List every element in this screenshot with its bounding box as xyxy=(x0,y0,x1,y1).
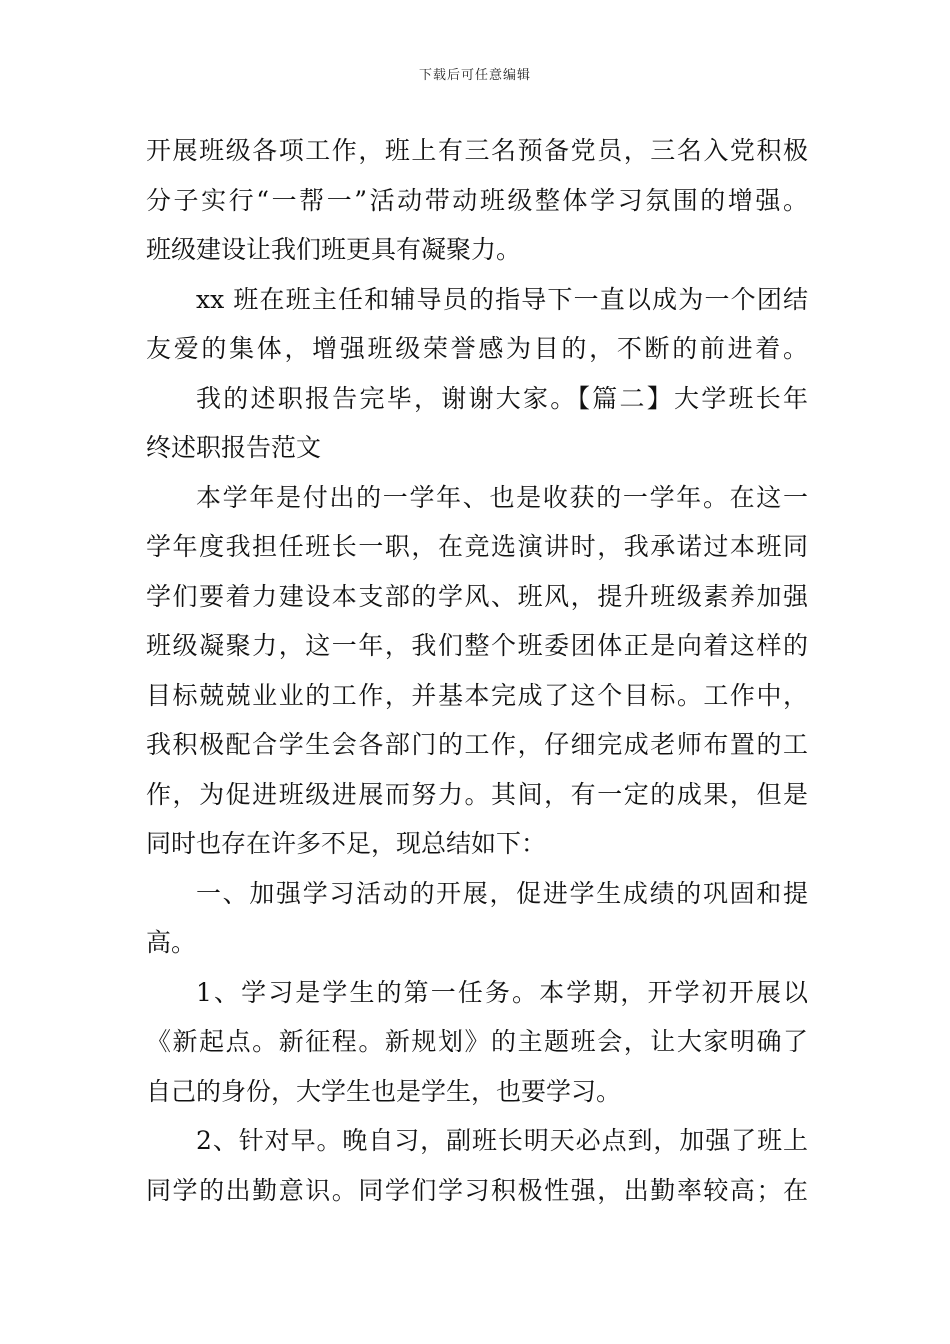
text-line: 目标兢兢业业的工作，并基本完成了这个目标。工作中， xyxy=(146,680,808,710)
text-line: 学们要着力建设本支部的学风、班风，提升班级素养加强 xyxy=(146,581,808,611)
text-line: 我积极配合学生会各部门的工作，仔细完成老师布置的工 xyxy=(146,730,808,759)
text-line: 分子实行“一帮一”活动带动班级整体学习氛围的增强。 xyxy=(146,185,808,215)
text-line: 本学年是付出的一学年、也是收获的一学年。在这一 xyxy=(196,482,808,512)
text-line: 同时也存在许多不足，现总结如下： xyxy=(146,829,547,858)
text-line: xx 班在班主任和辅导员的指导下一直以成为一个团结 xyxy=(196,284,808,314)
text-line: 自己的身份，大学生也是学生，也要学习。 xyxy=(146,1076,622,1106)
text-line: 开展班级各项工作，班上有三名预备党员，三名入党积极 xyxy=(146,136,808,165)
text-line: 一、加强学习活动的开展，促进学生成绩的巩固和提 xyxy=(196,878,808,908)
text-line: 终述职报告范文 xyxy=(146,433,322,462)
text-line: 班级凝聚力，这一年，我们整个班委团体正是向着这样的 xyxy=(146,631,808,660)
header-note: 下载后可任意编辑 xyxy=(418,68,531,83)
body-text xyxy=(146,126,808,1215)
text-line: 1、学习是学生的第一任务。本学期，开学初开展以 xyxy=(196,977,808,1007)
text-line: 《新起点。新征程。新规划》的主题班会，让大家明确了 xyxy=(146,1027,808,1056)
text-line: 作，为促进班级进展而努力。其间，有一定的成果，但是 xyxy=(146,779,808,809)
text-line: 学年度我担任班长一职，在竞选演讲时，我承诺过本班同 xyxy=(146,532,808,561)
text-line: 友爱的集体，增强班级荣誉感为目的，不断的前进着。 xyxy=(146,334,808,363)
text-line: 我的述职报告完毕，谢谢大家。【篇二】大学班长年 xyxy=(196,383,808,413)
text-line: 2、针对早。晚自习，副班长明天必点到，加强了班上 xyxy=(196,1126,808,1155)
text-line: 高。 xyxy=(146,928,197,957)
text-line: 同学的出勤意识。同学们学习积极性强，出勤率较高；在 xyxy=(146,1175,808,1205)
text-line: 班级建设让我们班更具有凝聚力。 xyxy=(146,235,522,264)
